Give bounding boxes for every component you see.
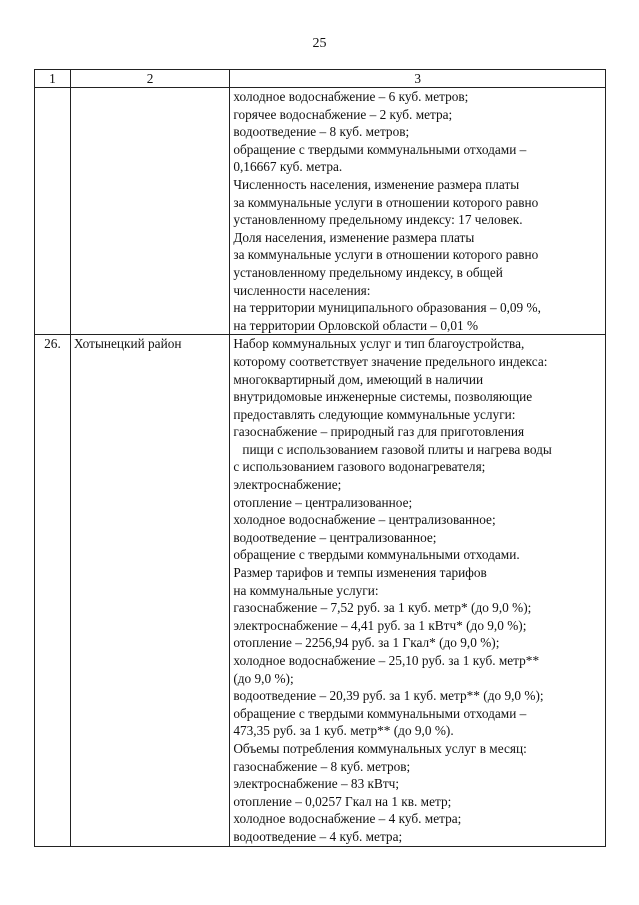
text-line: установленному предельному индексу: 17 человек. — [233, 212, 523, 228]
text-line: газоснабжение – 8 куб. метров; — [233, 758, 411, 774]
text-line: которому соответствует значение предельного индекса: — [233, 353, 548, 369]
text-line: Набор коммунальных услуг и тип благоустройства, — [233, 336, 525, 352]
text-line: Доля населения, изменение размера платы — [233, 229, 475, 245]
text-line: электроснабжение; — [233, 477, 342, 493]
text-line: многоквартирный дом, имеющий в наличии — [233, 371, 484, 387]
text-line: предоставлять следующие коммунальные услуги: — [233, 406, 516, 422]
text-line: пищи с использованием газовой плиты и нагрева воды — [242, 441, 552, 457]
text-line: холодное водоснабжение – 4 куб. метра; — [233, 811, 462, 827]
text-line: холодное водоснабжение – 25,10 руб. за 1 куб. метр** — [233, 653, 540, 668]
text-line: холодное водоснабжение – централизованное; — [233, 512, 496, 528]
text-line: холодное водоснабжение – 6 куб. метров; — [233, 89, 469, 104]
text-line: внутридомовые инженерные системы, позволяющие — [233, 389, 533, 405]
text-line: установленному предельному индексу, в общей — [233, 264, 503, 280]
text-line: обращение с твердыми коммунальными отходами. — [233, 547, 520, 563]
text-line: на территории Орловской области – 0,01 % — [233, 317, 479, 333]
text-line: электроснабжение – 83 кВтч; — [233, 776, 400, 792]
text-line: горячее водоснабжение – 2 куб. метра; — [233, 106, 453, 122]
text-line: 473,35 руб. за 1 куб. метр** (до 9,0 %). — [233, 723, 454, 739]
text-line: обращение с твердыми коммунальными отходами – — [233, 705, 527, 721]
column-header-2: 2 — [70, 70, 229, 88]
row-number-cell-empty — [35, 88, 71, 335]
page-number: 25 — [312, 36, 327, 51]
text-line: Объемы потребления коммунальных услуг в месяц: — [233, 740, 527, 756]
text-line: отопление – 0,0257 Гкал на 1 кв. метр; — [233, 793, 452, 809]
text-line: 0,16667 куб. метра. — [233, 159, 343, 175]
tariff-table — [34, 69, 606, 847]
table-row-26 — [35, 335, 606, 846]
text-line: водоотведение – 8 куб. метров; — [233, 124, 410, 140]
text-line: отопление – централизованное; — [233, 494, 413, 510]
text-line: обращение с твердыми коммунальными отходами – — [233, 141, 527, 157]
row-number: 26. — [35, 335, 71, 846]
column-header-1: 1 — [35, 70, 71, 88]
text-line: электроснабжение – 4,41 руб. за 1 кВтч* (до 9,0 %); — [233, 617, 527, 633]
text-line: численности населения: — [233, 282, 371, 298]
region-cell-empty — [70, 88, 229, 335]
text-line: с использованием газового водонагревателя; — [233, 459, 486, 475]
table-header-row — [35, 70, 606, 88]
text-line: Размер тарифов и темпы изменения тарифов — [233, 565, 487, 581]
column-header-3: 3 — [230, 70, 606, 88]
region-name: Хотынецкий район — [70, 335, 229, 846]
continuation-text-cell — [230, 88, 606, 335]
text-line: водоотведение – 4 куб. метра; — [233, 828, 403, 844]
text-line: на территории муниципального образования – 0,09 %, — [233, 300, 541, 316]
text-line: за коммунальные услуги в отношении которого равно — [233, 247, 539, 263]
text-line: водоотведение – 20,39 руб. за 1 куб. метр** (до 9,0 %); — [233, 688, 544, 704]
text-line: Численность населения, изменение размера платы — [233, 176, 520, 192]
text-line: водоотведение – централизованное; — [233, 529, 437, 545]
text-line: за коммунальные услуги в отношении которого равно — [233, 194, 539, 210]
text-line: на коммунальные услуги: — [233, 582, 379, 598]
row-26-text-cell — [230, 335, 606, 846]
text-line: (до 9,0 %); — [233, 670, 294, 686]
text-line: отопление – 2256,94 руб. за 1 Гкал* (до 9,0 %); — [233, 635, 500, 651]
text-line: газоснабжение – 7,52 руб. за 1 куб. метр* (до 9,0 %); — [233, 600, 532, 616]
text-line: газоснабжение – природный газ для приготовления — [233, 424, 525, 440]
table-row-continuation — [35, 88, 606, 335]
